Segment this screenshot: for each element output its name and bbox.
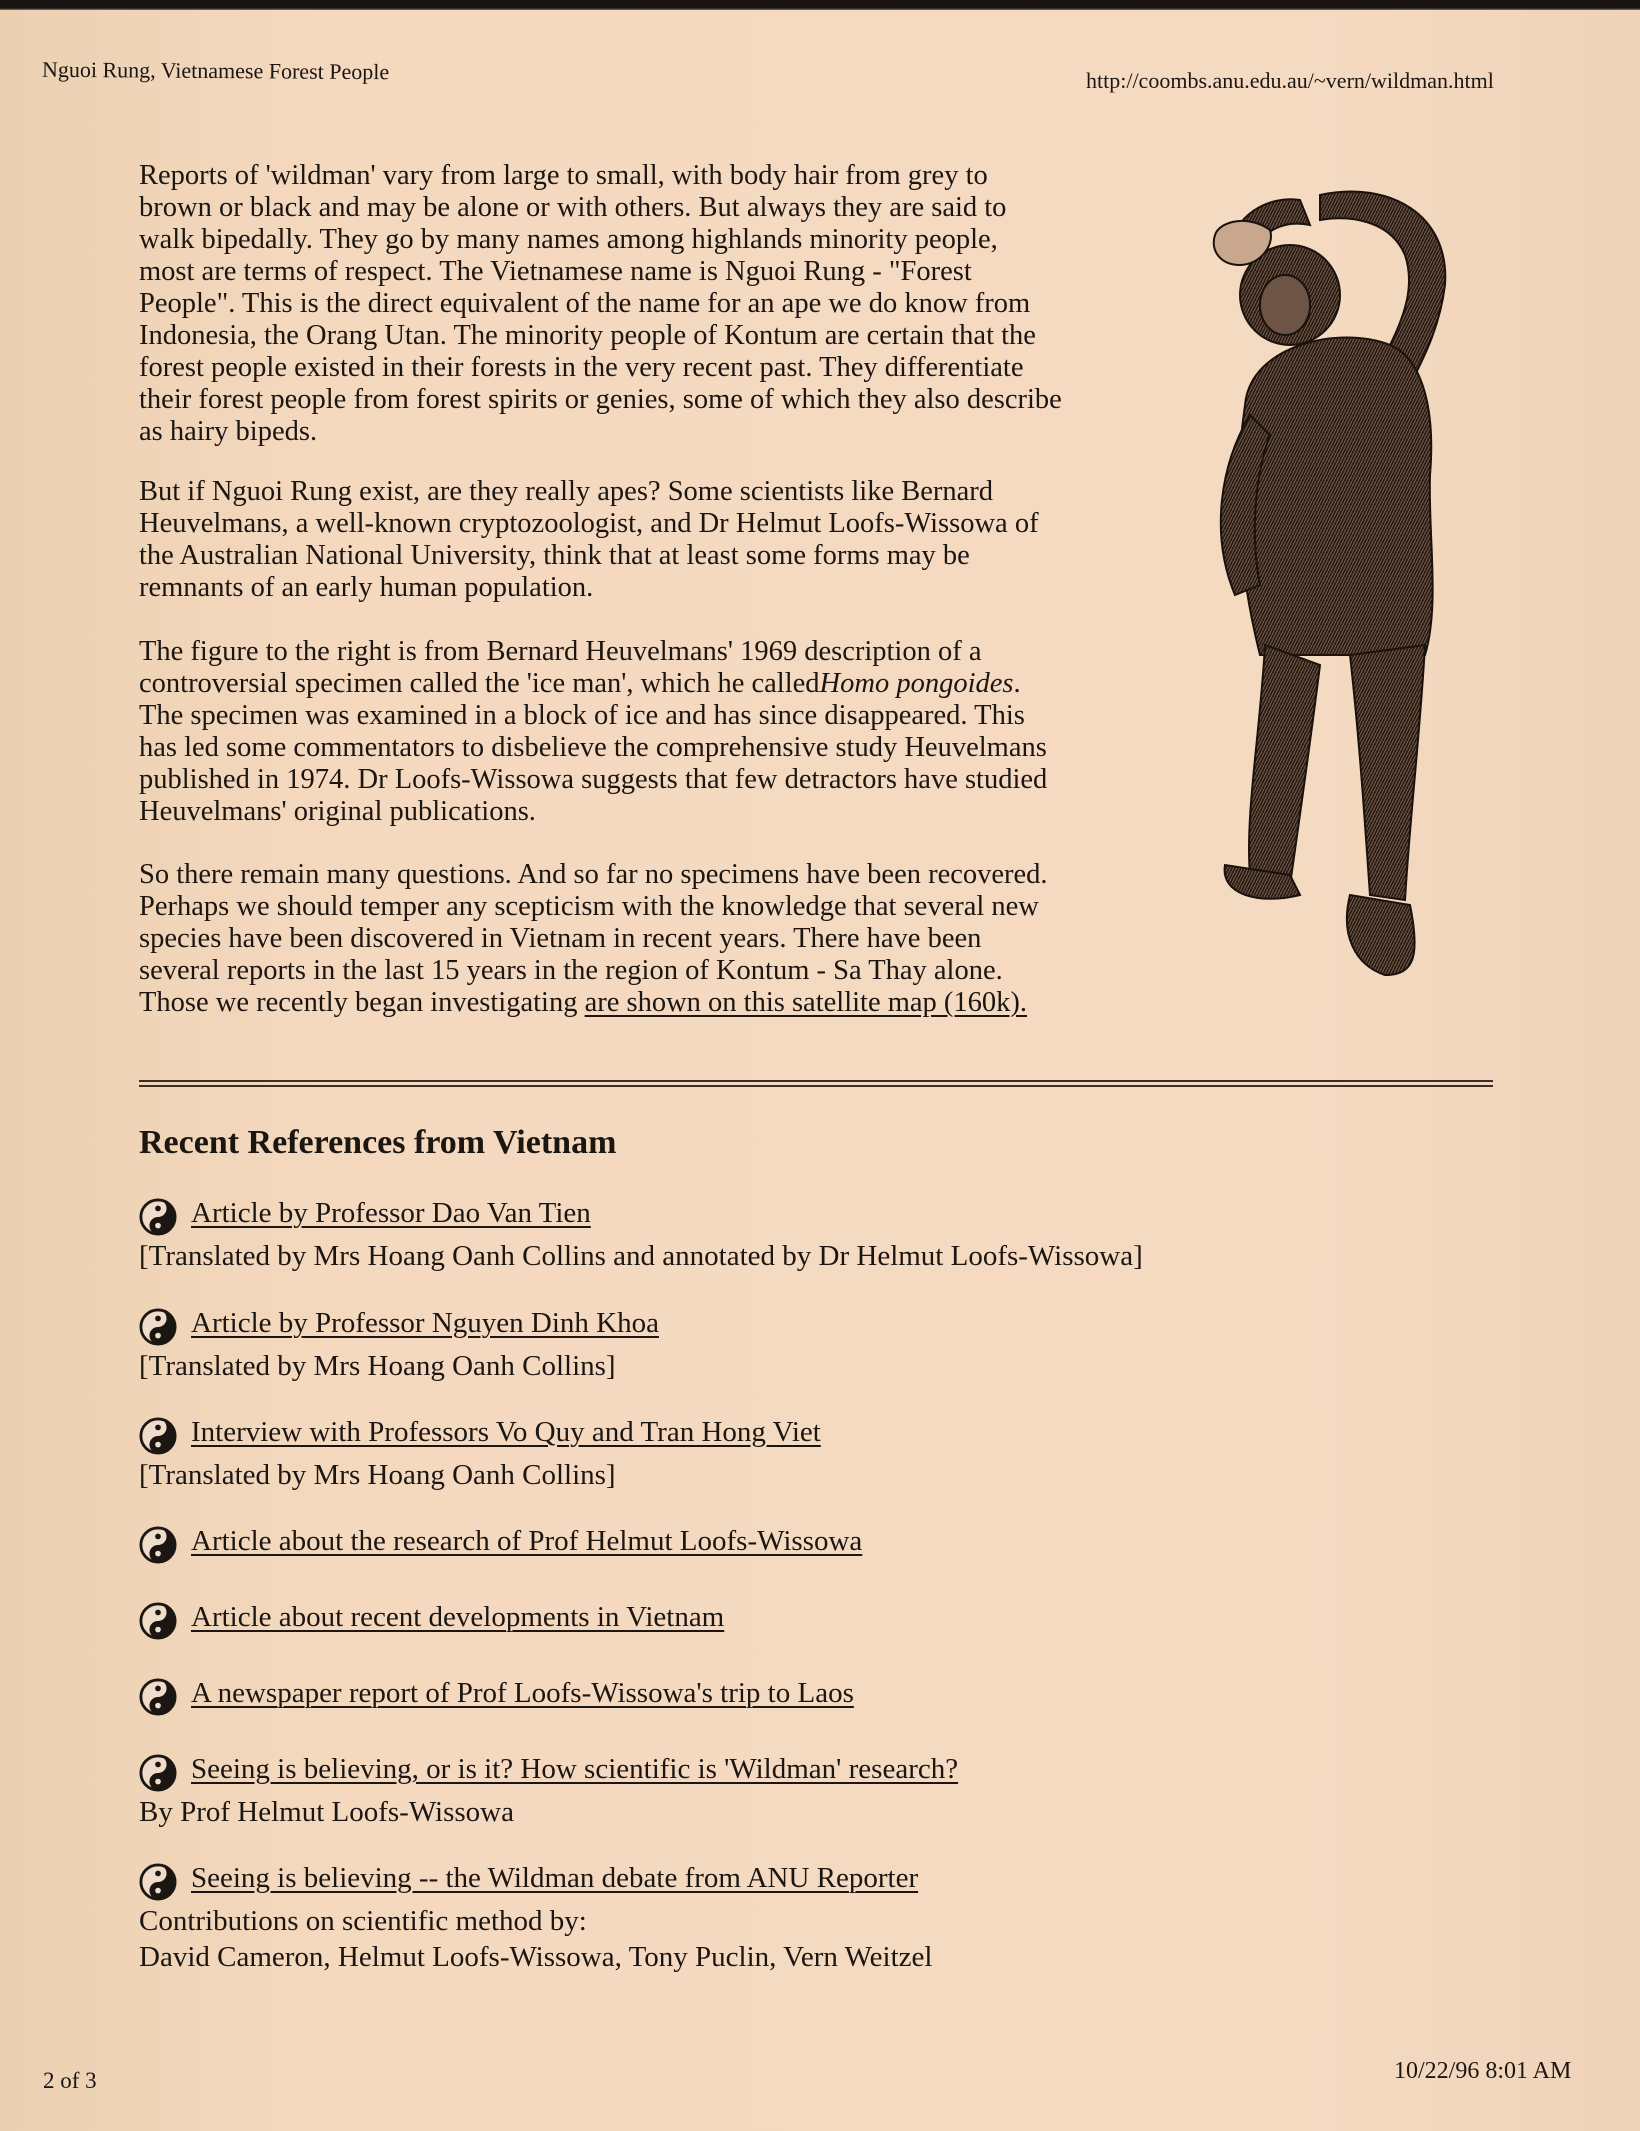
reference-row	[139, 1409, 821, 1455]
reference-item	[139, 1518, 862, 1564]
reference-link[interactable]: Article about the research of Prof Helmut Loofs-Wissowa	[191, 1524, 863, 1557]
reference-item	[139, 1409, 821, 1495]
text-line: several reports in the last 15 years in the region of Kontum - Sa Thay alone.	[139, 955, 1003, 986]
yin-yang-icon	[139, 1602, 177, 1640]
reference-link[interactable]: Seeing is believing, or is it? How scientific is 'Wildman' research?	[191, 1752, 959, 1785]
text-span: Those we recently began investigating	[139, 987, 585, 1018]
text-line: Reports of 'wildman' vary from large to small, with body hair from grey to	[139, 160, 988, 191]
reference-note: David Cameron, Helmut Loofs-Wissowa, Tony Puclin, Vern Weitzel	[139, 1941, 933, 1973]
printed-page	[0, 10, 1640, 2131]
yin-yang-icon	[139, 1863, 177, 1901]
reference-link[interactable]: Article by Professor Dao Van Tien	[191, 1196, 591, 1229]
reference-row	[139, 1594, 724, 1640]
reference-note: [Translated by Mrs Hoang Oanh Collins and annotated by Dr Helmut Loofs-Wissowa]	[139, 1240, 1143, 1272]
text-line: Perhaps we should temper any scepticism with the knowledge that several new	[139, 891, 1039, 922]
text-line: their forest people from forest spirits or genies, some of which they also describe	[139, 384, 1062, 415]
yin-yang-icon	[139, 1754, 177, 1792]
reference-row	[139, 1300, 659, 1346]
text-line: Heuvelmans, a well-known cryptozoologist, and Dr Helmut Loofs-Wissowa of	[139, 508, 1039, 539]
text-line: most are terms of respect. The Vietnamese name is Nguoi Rung - "Forest	[139, 256, 972, 287]
reference-item	[139, 1746, 958, 1832]
reference-link[interactable]: Interview with Professors Vo Quy and Tran Hong Viet	[191, 1415, 821, 1448]
print-datetime: 10/22/96 8:01 AM	[1394, 2058, 1572, 2084]
species-name: Homo pongoides	[819, 668, 1014, 699]
text-line: The figure to the right is from Bernard Heuvelmans' 1969 description of a	[139, 636, 982, 667]
reference-link[interactable]: Article about recent developments in Vietnam	[191, 1600, 725, 1633]
reference-item	[139, 1594, 724, 1640]
text-line: as hairy bipeds.	[139, 416, 318, 447]
yin-yang-icon	[139, 1198, 177, 1236]
reference-row	[139, 1190, 1143, 1236]
reference-note: [Translated by Mrs Hoang Oanh Collins]	[139, 1459, 616, 1491]
page-number: 2 of 3	[43, 2068, 97, 2093]
reference-link[interactable]: Article by Professor Nguyen Dinh Khoa	[191, 1306, 659, 1339]
reference-row	[139, 1518, 862, 1564]
paragraph-questions	[139, 859, 1048, 1019]
text-line: has led some commentators to disbelieve the comprehensive study Heuvelmans	[139, 732, 1047, 763]
text-line: remnants of an early human population.	[139, 572, 594, 603]
text-line: People". This is the direct equivalent of the name for an ape we do know from	[139, 288, 1031, 319]
reference-row	[139, 1746, 958, 1792]
text-line	[139, 987, 1048, 1019]
yin-yang-icon	[139, 1526, 177, 1564]
wildman-figure-illustration	[1190, 175, 1500, 1035]
text-line: forest people existed in their forests in the very recent past. They differentiate	[139, 352, 1024, 383]
text-line: Heuvelmans' original publications.	[139, 796, 536, 827]
text-line: brown or black and may be alone or with others. But always they are said to	[139, 192, 1007, 223]
paragraph-figure	[139, 636, 1047, 828]
reference-item	[139, 1190, 1143, 1276]
reference-row	[139, 1670, 854, 1716]
reference-link[interactable]: Seeing is believing -- the Wildman debate from ANU Reporter	[191, 1861, 919, 1894]
text-span: .	[1013, 668, 1021, 699]
reference-note: Contributions on scientific method by:	[139, 1905, 587, 1937]
reference-item	[139, 1300, 659, 1386]
reference-item	[139, 1855, 932, 1974]
text-line: Indonesia, the Orang Utan. The minority people of Kontum are certain that the	[139, 320, 1036, 351]
text-line: species have been discovered in Vietnam in recent years. There have been	[139, 923, 982, 954]
page-url-header: http://coombs.anu.edu.au/~vern/wildman.html	[1086, 68, 1494, 93]
text-line: The specimen was examined in a block of ice and has since disappeared. This	[139, 700, 1025, 731]
paragraph-apes	[139, 476, 1039, 604]
reference-row	[139, 1855, 932, 1901]
text-line	[139, 668, 1047, 700]
paragraph-reports	[139, 160, 1062, 448]
page-title-header: Nguoi Rung, Vietnamese Forest People	[41, 56, 390, 85]
reference-item	[139, 1670, 854, 1716]
text-span: controversial specimen called the 'ice man', which he called	[139, 668, 820, 699]
text-line: So there remain many questions. And so far no specimens have been recovered.	[139, 859, 1048, 890]
satellite-map-link[interactable]: are shown on this satellite map (160k).	[584, 987, 1028, 1018]
text-line: the Australian National University, think that at least some forms may be	[139, 540, 970, 571]
text-line: walk bipedally. They go by many names among highlands minority people,	[139, 224, 998, 255]
reference-note: By Prof Helmut Loofs-Wissowa	[139, 1796, 514, 1828]
references-heading: Recent References from Vietnam	[139, 1124, 617, 1161]
reference-note: [Translated by Mrs Hoang Oanh Collins]	[139, 1350, 616, 1382]
horizontal-divider	[139, 1080, 1493, 1087]
reference-link[interactable]: A newspaper report of Prof Loofs-Wissowa's trip to Laos	[191, 1676, 854, 1709]
text-line: published in 1974. Dr Loofs-Wissowa suggests that few detractors have studied	[139, 764, 1048, 795]
text-line: But if Nguoi Rung exist, are they really apes? Some scientists like Bernard	[139, 476, 994, 507]
yin-yang-icon	[139, 1678, 177, 1716]
yin-yang-icon	[139, 1417, 177, 1455]
yin-yang-icon	[139, 1308, 177, 1346]
